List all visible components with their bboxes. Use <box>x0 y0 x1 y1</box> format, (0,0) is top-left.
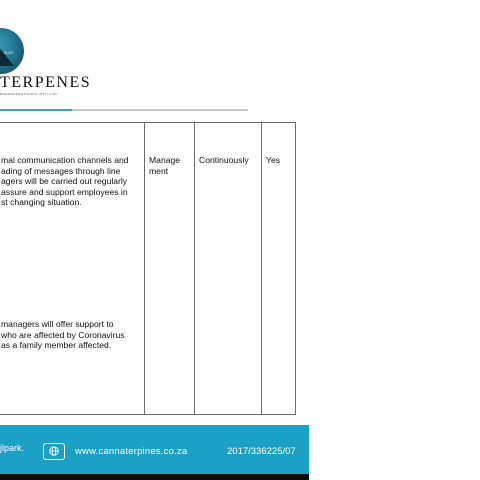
footer-bottom-strip <box>0 474 309 480</box>
logo-mountain-icon <box>0 46 14 66</box>
action-text-communication: mal communication channels and ading of messages through line agers will be carried out regularly assure and support employees in st changing situation. <box>1 155 129 207</box>
timeframe-text: Continuously <box>199 155 249 165</box>
logo-year: 2020 <box>4 50 13 55</box>
footer-website-link[interactable]: www.cannaterpines.co.za <box>75 446 188 457</box>
brand-name: TERPENES <box>0 74 92 91</box>
done-cell <box>262 123 296 415</box>
action-plan-table <box>0 122 296 415</box>
action-cell <box>0 123 145 415</box>
globe-icon <box>43 443 65 460</box>
header-divider-accent <box>0 109 72 111</box>
timeframe-cell <box>195 123 262 415</box>
page-footer <box>0 425 309 480</box>
footer-handle: jlpark. <box>0 443 25 453</box>
responsible-cell <box>145 123 195 415</box>
done-text: Yes <box>266 155 281 165</box>
brand-tagline: PHARMACEUTICALS (PTY) LTD <box>0 92 58 96</box>
table-row <box>0 123 296 415</box>
responsible-text: Manage ment <box>149 155 181 176</box>
footer-registration-number: 2017/336225/07 <box>227 446 296 457</box>
action-text-support: managers will offer support to who are affected by Coronavirus as a family member affected. <box>1 319 125 350</box>
company-logo <box>0 28 24 74</box>
